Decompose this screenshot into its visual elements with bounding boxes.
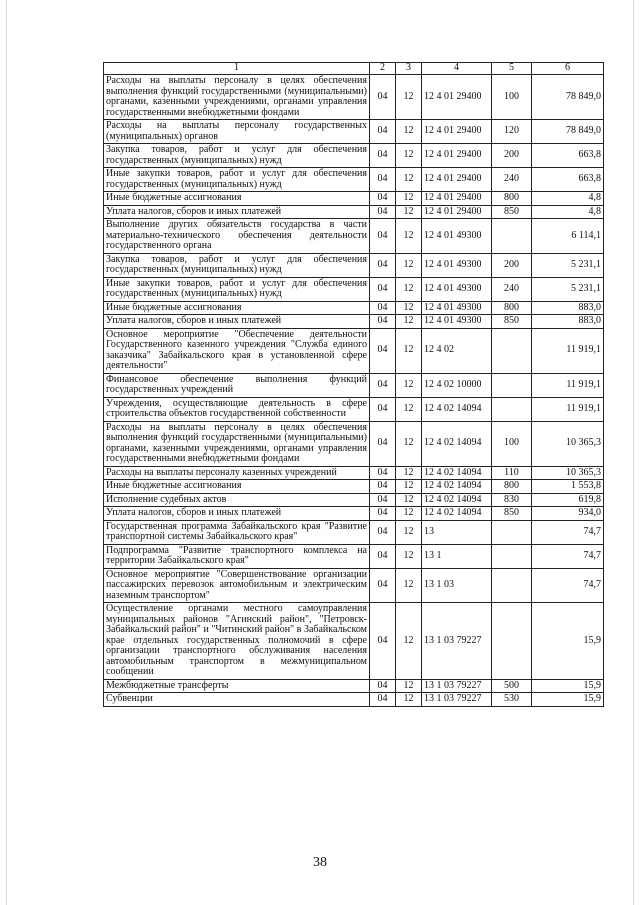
row-description: Иные бюджетные ассигнования xyxy=(104,480,370,494)
row-expense-type xyxy=(492,568,532,603)
row-amount: 15,9 xyxy=(532,693,604,707)
row-subsection-code: 12 xyxy=(396,507,422,521)
row-expense-type xyxy=(492,397,532,421)
row-section-code: 04 xyxy=(370,679,396,693)
row-section-code: 04 xyxy=(370,277,396,301)
row-expense-type xyxy=(492,603,532,680)
row-target-article: 12 4 02 10000 xyxy=(422,373,492,397)
row-subsection-code: 12 xyxy=(396,520,422,544)
row-description: Осуществление органами местного самоуправления муниципальных районов "Агинский район", "Петровск-Забайкальский район" и "Читинский район" в Забайкальском крае отдельных государственных полномочий в сфере организации транспортного обслуживания населения автомобильным транспортом в межмуниципальном сообщении xyxy=(104,603,370,680)
row-subsection-code: 12 xyxy=(396,421,422,466)
table-row xyxy=(104,373,604,397)
row-description: Учреждения, осуществляющие деятельность в сфере строительства объектов государственной собственности xyxy=(104,397,370,421)
row-amount: 883,0 xyxy=(532,315,604,329)
header-cell: 1 xyxy=(104,63,370,75)
row-subsection-code: 12 xyxy=(396,75,422,120)
row-subsection-code: 12 xyxy=(396,315,422,329)
row-amount: 10 365,3 xyxy=(532,421,604,466)
row-target-article: 12 4 02 xyxy=(422,328,492,373)
row-expense-type: 110 xyxy=(492,466,532,480)
row-subsection-code: 12 xyxy=(396,253,422,277)
row-amount: 5 231,1 xyxy=(532,277,604,301)
table-row xyxy=(104,75,604,120)
row-expense-type xyxy=(492,544,532,568)
row-expense-type: 500 xyxy=(492,679,532,693)
row-target-article: 13 1 03 79227 xyxy=(422,693,492,707)
row-target-article: 12 4 02 14094 xyxy=(422,493,492,507)
row-expense-type: 240 xyxy=(492,277,532,301)
row-target-article: 12 4 01 49300 xyxy=(422,301,492,315)
row-amount: 11 919,1 xyxy=(532,328,604,373)
row-description: Расходы на выплаты персоналу государственных (муниципальных) органов xyxy=(104,120,370,144)
row-amount: 15,9 xyxy=(532,679,604,693)
row-expense-type: 100 xyxy=(492,75,532,120)
row-subsection-code: 12 xyxy=(396,373,422,397)
row-section-code: 04 xyxy=(370,397,396,421)
table-row xyxy=(104,205,604,219)
row-section-code: 04 xyxy=(370,480,396,494)
row-amount: 883,0 xyxy=(532,301,604,315)
row-subsection-code: 12 xyxy=(396,144,422,168)
row-section-code: 04 xyxy=(370,205,396,219)
row-amount: 78 849,0 xyxy=(532,120,604,144)
row-subsection-code: 12 xyxy=(396,301,422,315)
table-row xyxy=(104,120,604,144)
row-section-code: 04 xyxy=(370,315,396,329)
row-subsection-code: 12 xyxy=(396,568,422,603)
row-description: Финансовое обеспечение выполнения функций государственных учреждений xyxy=(104,373,370,397)
table-row xyxy=(104,520,604,544)
row-section-code: 04 xyxy=(370,507,396,521)
row-section-code: 04 xyxy=(370,144,396,168)
row-target-article: 12 4 02 14094 xyxy=(422,507,492,521)
row-target-article: 13 1 03 79227 xyxy=(422,603,492,680)
row-description: Исполнение судебных актов xyxy=(104,493,370,507)
row-section-code: 04 xyxy=(370,603,396,680)
row-expense-type: 120 xyxy=(492,120,532,144)
row-description: Расходы на выплаты персоналу в целях обеспечения выполнения функций государственными (муниципальными) органами, казенными учреждениями, органами управления государственными внебюджетными фондами xyxy=(104,75,370,120)
table-row xyxy=(104,168,604,192)
row-target-article: 13 1 03 79227 xyxy=(422,679,492,693)
row-target-article: 12 4 01 49300 xyxy=(422,277,492,301)
row-expense-type: 800 xyxy=(492,480,532,494)
row-amount: 74,7 xyxy=(532,544,604,568)
row-expense-type: 850 xyxy=(492,315,532,329)
row-expense-type: 530 xyxy=(492,693,532,707)
row-subsection-code: 12 xyxy=(396,466,422,480)
row-expense-type xyxy=(492,328,532,373)
row-description: Субвенции xyxy=(104,693,370,707)
row-amount: 1 553,8 xyxy=(532,480,604,494)
row-target-article: 13 1 03 xyxy=(422,568,492,603)
row-section-code: 04 xyxy=(370,168,396,192)
table-row xyxy=(104,315,604,329)
table-row xyxy=(104,493,604,507)
row-subsection-code: 12 xyxy=(396,603,422,680)
row-amount: 11 919,1 xyxy=(532,373,604,397)
row-section-code: 04 xyxy=(370,493,396,507)
row-description: Уплата налогов, сборов и иных платежей xyxy=(104,507,370,521)
row-description: Закупка товаров, работ и услуг для обеспечения государственных (муниципальных) нужд xyxy=(104,253,370,277)
row-target-article: 12 4 01 29400 xyxy=(422,144,492,168)
row-amount: 74,7 xyxy=(532,520,604,544)
table-row xyxy=(104,219,604,254)
row-subsection-code: 12 xyxy=(396,219,422,254)
row-section-code: 04 xyxy=(370,219,396,254)
budget-table xyxy=(103,62,604,707)
row-description: Подпрограмма "Развитие транспортного комплекса на территории Забайкальского края" xyxy=(104,544,370,568)
row-expense-type: 850 xyxy=(492,507,532,521)
row-description: Выполнение других обязательств государства в части материально-технического обеспечения деятельности государственного органа xyxy=(104,219,370,254)
row-section-code: 04 xyxy=(370,520,396,544)
header-cell: 4 xyxy=(422,63,492,75)
row-description: Государственная программа Забайкальского края "Развитие транспортной системы Забайкальского края" xyxy=(104,520,370,544)
row-subsection-code: 12 xyxy=(396,328,422,373)
row-amount: 6 114,1 xyxy=(532,219,604,254)
row-description: Основное мероприятие "Совершенствование организации пассажирских перевозок автомобильным и электрическим наземным транспортом" xyxy=(104,568,370,603)
row-amount: 11 919,1 xyxy=(532,397,604,421)
row-section-code: 04 xyxy=(370,192,396,206)
header-cell: 6 xyxy=(532,63,604,75)
row-target-article: 12 4 01 29400 xyxy=(422,192,492,206)
row-expense-type: 200 xyxy=(492,253,532,277)
table-row xyxy=(104,421,604,466)
row-expense-type: 800 xyxy=(492,301,532,315)
header-cell: 2 xyxy=(370,63,396,75)
row-section-code: 04 xyxy=(370,421,396,466)
row-target-article: 13 1 xyxy=(422,544,492,568)
row-amount: 663,8 xyxy=(532,144,604,168)
row-description: Закупка товаров, работ и услуг для обеспечения государственных (муниципальных) нужд xyxy=(104,144,370,168)
table-row xyxy=(104,568,604,603)
row-amount: 15,9 xyxy=(532,603,604,680)
row-section-code: 04 xyxy=(370,301,396,315)
row-expense-type: 800 xyxy=(492,192,532,206)
row-description: Расходы на выплаты персоналу в целях обеспечения выполнения функций государственными (муниципальными) органами, казенными учреждениями, органами управления государственными внебюджетными фондами xyxy=(104,421,370,466)
table-header-row xyxy=(104,63,604,75)
row-amount: 10 365,3 xyxy=(532,466,604,480)
row-amount: 619,8 xyxy=(532,493,604,507)
row-target-article: 12 4 02 14094 xyxy=(422,480,492,494)
row-section-code: 04 xyxy=(370,120,396,144)
row-target-article: 13 xyxy=(422,520,492,544)
table-row xyxy=(104,253,604,277)
row-expense-type xyxy=(492,219,532,254)
row-amount: 4,8 xyxy=(532,192,604,206)
row-subsection-code: 12 xyxy=(396,205,422,219)
table-row xyxy=(104,301,604,315)
header-cell: 5 xyxy=(492,63,532,75)
table-row xyxy=(104,192,604,206)
row-description: Расходы на выплаты персоналу казенных учреждений xyxy=(104,466,370,480)
row-target-article: 12 4 01 49300 xyxy=(422,315,492,329)
table-row xyxy=(104,507,604,521)
row-subsection-code: 12 xyxy=(396,168,422,192)
row-expense-type: 850 xyxy=(492,205,532,219)
row-target-article: 12 4 02 14094 xyxy=(422,397,492,421)
row-target-article: 12 4 01 29400 xyxy=(422,75,492,120)
row-description: Уплата налогов, сборов и иных платежей xyxy=(104,315,370,329)
row-section-code: 04 xyxy=(370,75,396,120)
row-subsection-code: 12 xyxy=(396,480,422,494)
row-subsection-code: 12 xyxy=(396,397,422,421)
row-expense-type: 100 xyxy=(492,421,532,466)
scan-edge-right xyxy=(633,0,634,905)
table-row xyxy=(104,328,604,373)
row-amount: 934,0 xyxy=(532,507,604,521)
row-expense-type xyxy=(492,520,532,544)
row-subsection-code: 12 xyxy=(396,693,422,707)
row-target-article: 12 4 02 14094 xyxy=(422,421,492,466)
row-amount: 4,8 xyxy=(532,205,604,219)
row-expense-type: 830 xyxy=(492,493,532,507)
table-row xyxy=(104,480,604,494)
row-description: Иные бюджетные ассигнования xyxy=(104,192,370,206)
row-description: Иные бюджетные ассигнования xyxy=(104,301,370,315)
row-subsection-code: 12 xyxy=(396,544,422,568)
row-target-article: 12 4 01 29400 xyxy=(422,168,492,192)
row-amount: 5 231,1 xyxy=(532,253,604,277)
header-cell: 3 xyxy=(396,63,422,75)
row-description: Межбюджетные трансферты xyxy=(104,679,370,693)
row-subsection-code: 12 xyxy=(396,277,422,301)
table-row xyxy=(104,397,604,421)
row-section-code: 04 xyxy=(370,466,396,480)
table-row xyxy=(104,603,604,680)
table-row xyxy=(104,693,604,707)
row-section-code: 04 xyxy=(370,253,396,277)
row-subsection-code: 12 xyxy=(396,120,422,144)
row-subsection-code: 12 xyxy=(396,192,422,206)
row-subsection-code: 12 xyxy=(396,679,422,693)
page-number: 38 xyxy=(313,855,327,870)
row-amount: 663,8 xyxy=(532,168,604,192)
table-row xyxy=(104,144,604,168)
row-section-code: 04 xyxy=(370,373,396,397)
table-row xyxy=(104,277,604,301)
row-section-code: 04 xyxy=(370,328,396,373)
row-target-article: 12 4 02 14094 xyxy=(422,466,492,480)
row-target-article: 12 4 01 49300 xyxy=(422,219,492,254)
table-row xyxy=(104,466,604,480)
row-description: Основное мероприятие "Обеспечение деятельности Государственного казенного учреждения "Служба единого заказчика" Забайкальского края в установленной сфере деятельности" xyxy=(104,328,370,373)
row-expense-type xyxy=(492,373,532,397)
table-row xyxy=(104,679,604,693)
row-expense-type: 240 xyxy=(492,168,532,192)
row-amount: 78 849,0 xyxy=(532,75,604,120)
row-description: Иные закупки товаров, работ и услуг для обеспечения государственных (муниципальных) нужд xyxy=(104,168,370,192)
scan-edge-left xyxy=(6,0,7,905)
row-section-code: 04 xyxy=(370,544,396,568)
row-target-article: 12 4 01 49300 xyxy=(422,253,492,277)
row-section-code: 04 xyxy=(370,568,396,603)
row-subsection-code: 12 xyxy=(396,493,422,507)
table-row xyxy=(104,544,604,568)
row-description: Уплата налогов, сборов и иных платежей xyxy=(104,205,370,219)
row-section-code: 04 xyxy=(370,693,396,707)
row-target-article: 12 4 01 29400 xyxy=(422,120,492,144)
row-target-article: 12 4 01 29400 xyxy=(422,205,492,219)
row-description: Иные закупки товаров, работ и услуг для обеспечения государственных (муниципальных) нужд xyxy=(104,277,370,301)
row-expense-type: 200 xyxy=(492,144,532,168)
row-amount: 74,7 xyxy=(532,568,604,603)
